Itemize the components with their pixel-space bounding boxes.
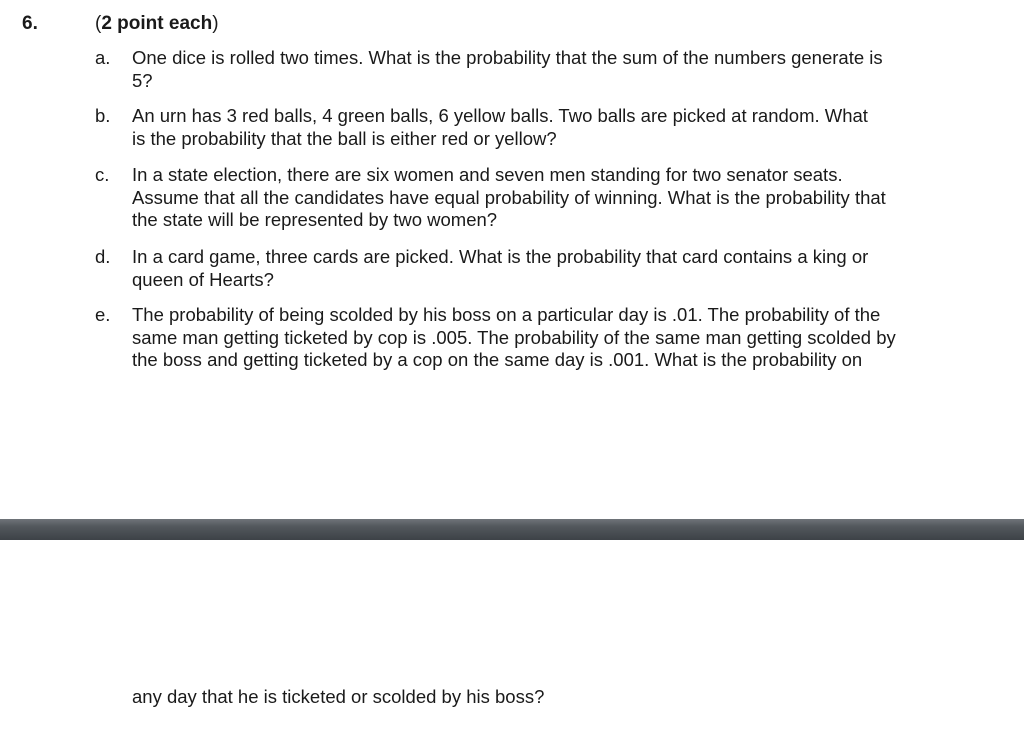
- text-line: queen of Hearts?: [132, 268, 274, 290]
- subquestion-c: [95, 164, 975, 232]
- text-line: the state will be represented by two women?: [132, 209, 498, 230]
- text-line: Assume that all the candidates have equal probability of winning. What is the probability that: [132, 186, 886, 208]
- points-label: 2 point each: [101, 13, 213, 34]
- text-line: One dice is rolled two times. What is the probability that the sum of the numbers generate is: [132, 47, 883, 68]
- question-points: [95, 12, 219, 36]
- subquestion-letter: d.: [95, 246, 111, 267]
- question-number: 6.: [22, 13, 38, 34]
- subquestion-a: [95, 47, 975, 92]
- text-line: In a state election, there are six women and seven men standing for two senator seats.: [132, 164, 843, 185]
- text-line: 5?: [132, 69, 153, 91]
- points-open-paren: (: [95, 13, 102, 34]
- subquestion-text: [132, 304, 972, 372]
- subquestion-text: [132, 105, 972, 150]
- subquestion-text: [132, 164, 972, 232]
- subquestion-letter: c.: [95, 164, 110, 185]
- text-line: In a card game, three cards are picked. What is the probability that card contains a king or: [132, 246, 869, 267]
- subquestion-text: [132, 47, 972, 92]
- page-break-bar: [0, 519, 1024, 540]
- subquestion-e: [95, 304, 975, 372]
- subquestion-letter: e.: [95, 304, 111, 325]
- subquestion-letter: b.: [95, 105, 111, 126]
- points-close-paren: ): [212, 13, 219, 34]
- text-line: the boss and getting ticketed by a cop on the same day is .001. What is the probability on: [132, 349, 863, 370]
- text-line: same man getting ticketed by cop is .005. The probability of the same man getting scolded by: [132, 326, 896, 348]
- subquestion-d: [95, 246, 975, 291]
- subquestion-b: [95, 105, 975, 150]
- text-line: is the probability that the ball is either red or yellow?: [132, 127, 557, 149]
- text-line: The probability of being scolded by his boss on a particular day is .01. The probability of the: [132, 304, 881, 325]
- continuation-text: any day that he is ticketed or scolded by his boss?: [132, 686, 545, 707]
- subquestion-text: [132, 246, 972, 291]
- text-line: An urn has 3 red balls, 4 green balls, 6 yellow balls. Two balls are picked at random. What: [132, 105, 868, 126]
- subquestion-letter: a.: [95, 47, 111, 68]
